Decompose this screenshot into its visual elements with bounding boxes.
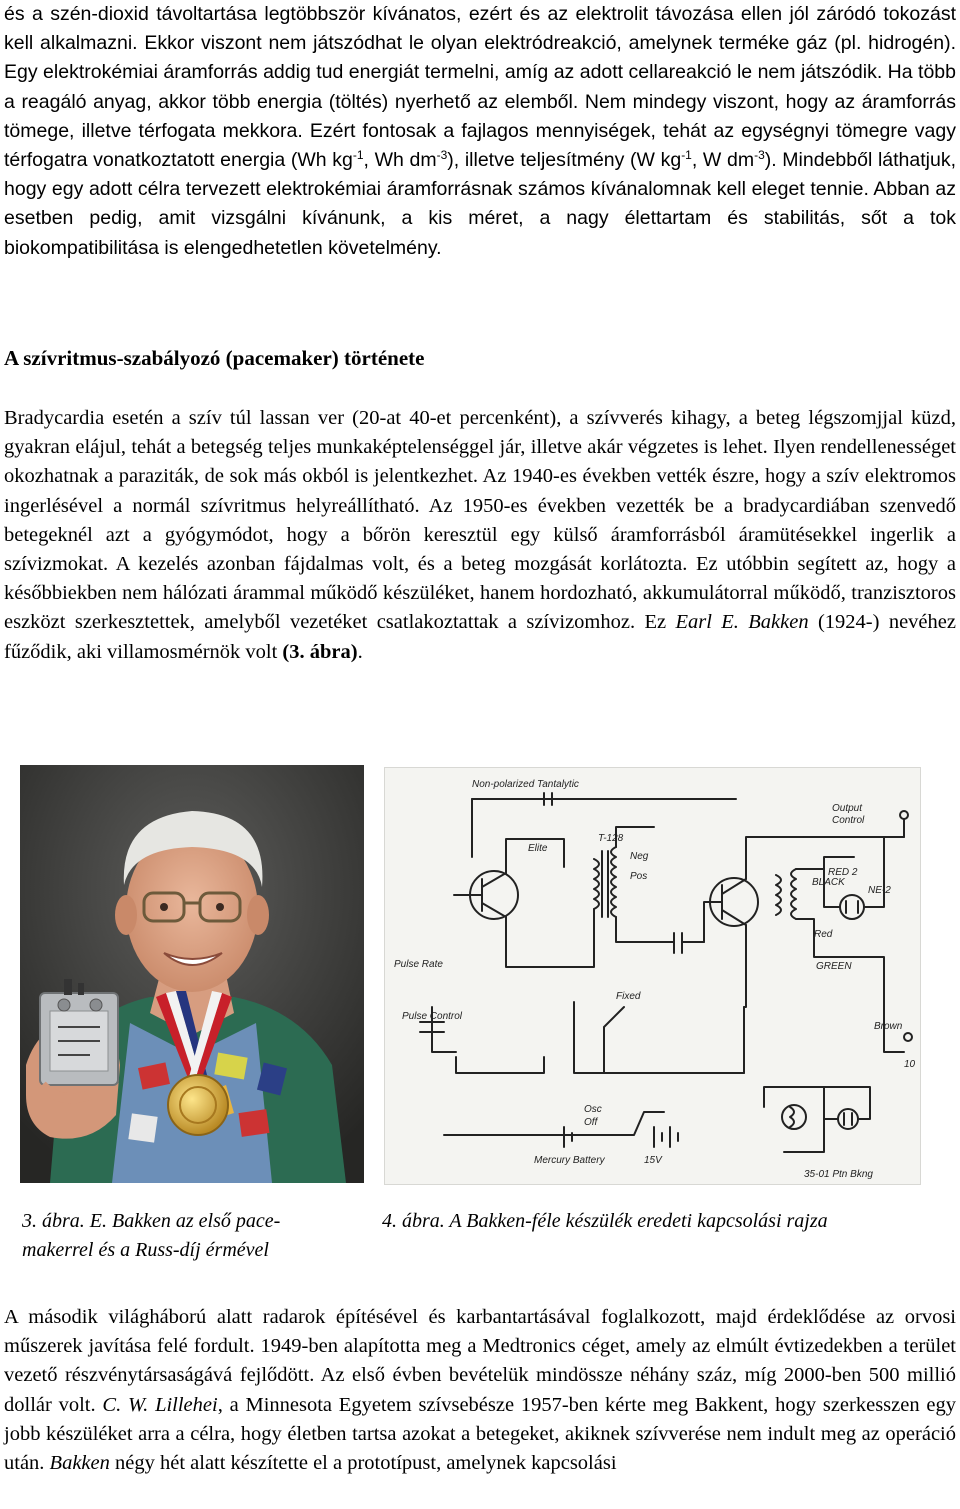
schematic-label: Neg bbox=[630, 851, 649, 862]
schematic-label: Osc bbox=[584, 1104, 602, 1115]
schematic-label: 15V bbox=[644, 1155, 662, 1166]
schematic-label: Pulse Rate bbox=[394, 959, 443, 970]
schematic-label: Pos bbox=[630, 871, 648, 882]
schematic-label: NE-2 bbox=[868, 885, 891, 896]
figure3-caption: 3. ábra. E. Bakken az első pace- makerrel és a Russ-díj érmével bbox=[22, 1210, 281, 1261]
schematic-label: 35-01 Ptn Bkng bbox=[804, 1169, 873, 1180]
schematic-label: Mercury Battery bbox=[534, 1155, 605, 1166]
person-name: Earl E. Bakken bbox=[675, 611, 809, 634]
schematic-label: Control bbox=[832, 815, 865, 826]
medtronic-paragraph: A második világháború alatt radarok építésével és karbantartásával foglalkozott, majd érdeklődése az orvosi műszerek javítása felé fordult. 1949-ben alapította meg a Medtronics céget, amely az elmúlt évtizedekben a terület vezető részvénytársaságává fejlődött. Az első évben bevételük mindössze néhány száz, míg 2000-ben 500 millió dollár volt. C. W. Lillehei, a Minnesota Egyetem szívsebésze 1957-ben kérte meg Bakkent, hogy szerkesszen egy jobb készüléket arra a célra, hogy életben tartsa azokat a betegeket, akiknek szívverése nem indult meg az operáció után. Bakken négy hét alatt készítette el a prototípust, amelynek kapcsolási bbox=[4, 1306, 956, 1475]
photo-illustration bbox=[20, 765, 364, 1183]
schematic-label: Off bbox=[584, 1117, 598, 1128]
schematic-label: BLACK bbox=[812, 877, 845, 888]
schematic-drawing bbox=[384, 767, 921, 1185]
schematic-label: Fixed bbox=[616, 991, 641, 1002]
schematic-label: RED 2 bbox=[828, 867, 858, 878]
figure4-caption: 4. ábra. A Bakken-féle készülék eredeti kapcsolási rajza bbox=[382, 1210, 828, 1232]
schematic-label: 10 bbox=[904, 1059, 916, 1070]
schematic-label: Red bbox=[814, 929, 833, 940]
person-name: Bakken bbox=[49, 1452, 110, 1475]
circuit-schematic bbox=[384, 767, 921, 1185]
schematic-label: Output bbox=[832, 803, 863, 814]
schematic-label: Pulse Control bbox=[402, 1011, 463, 1022]
figure-reference: (3. ábra) bbox=[282, 640, 358, 663]
person-name: C. W. Lillehei bbox=[102, 1393, 218, 1416]
schematic-label: Brown bbox=[874, 1021, 903, 1032]
schematic-label: GREEN bbox=[816, 961, 852, 972]
bakken-photo bbox=[20, 765, 364, 1183]
intro-paragraph: és a szén-dioxid távoltartása legtöbbször kívánatos, ezért és az elektrolit távozása ellen jól záródó tokozást kell alkalmazni. Ekkor viszont nem játszódhat le olyan elektródreakció, amelynek terméke gáz (pl. hidrogén). Egy elektrokémiai áramforrás addig tud energiát termelni, amíg az adott cellareakció le nem játszódik. Ha több a reagáló anyag, akkor több energia (töltés) nyerhető az elemből. Nem mindegy viszont, hogy az áramforrás tömege, illetve térfogata mekkora. Ezért fontosak a fajlagos mennyiségek, tehát az egységnyi tömegre vagy térfogatra vonatkoztatott energia (Wh $kg^{-1}$, Wh $dm^{-3}$), illetve teljesítmény (W $kg^{-1}$, W $dm^{-3}$). Mindebből láthatjuk, hogy egy adott célra tervezett elektrokémiai áramforrásnak számos kívánalomnak kell eleget tennie. Abban az esetben pedig, amit vizsgálni kívánunk, a kis méret, a nagy élettartam és stabilitás, sőt a tok biokompatibilitása is elengedhetetlen követelmény. bbox=[4, 3, 956, 259]
schematic-label: T-128 bbox=[598, 833, 624, 844]
schematic-label: Elite bbox=[528, 843, 548, 854]
schematic-label: Non-polarized Tantalytic bbox=[472, 779, 579, 790]
history-paragraph: Bradycardia esetén a szív túl lassan ver (20-at 40-et percenként), a szívverés kihagy, a beteg légszomjjal küzd, gyakran elájul, tehát a betegség teljes munkaképtelenséggel jár, illetve akár végzetes is lehet. Ilyen rendellenességet okozhatnak a paraziták, de sok más okból is jelentkezhet. Az 1940-es években vették észre, hogy a szív elektromos ingerlésével a normál szívritmus helyreállítható. Az 1950-es években vezették be a bradycardiában szenvedő betegeknél azt a gyógymódot, hogy a bőrön keresztül egy külső áramforrásból áramütésekkel ingerlik a szívizmokat. A kezelés azonban fájdalmas volt, és a beteg mozgását korlátozta. Ez utóbbin segített az, hogy a későbbiekben nem hálózati árammal működő készüléket, hanem hordozható, akkumulátorral működő, tranzisztoros eszközt szerkesztettek, amelyből vezetéket csatlakoztattak a szívizomhoz. Ez Earl E. Bakken (1924-) nevéhez fűződik, aki villamosmérnök volt (3. ábra). bbox=[4, 407, 956, 663]
section-heading: A szívritmus-szabályozó (pacemaker) története bbox=[4, 346, 425, 370]
